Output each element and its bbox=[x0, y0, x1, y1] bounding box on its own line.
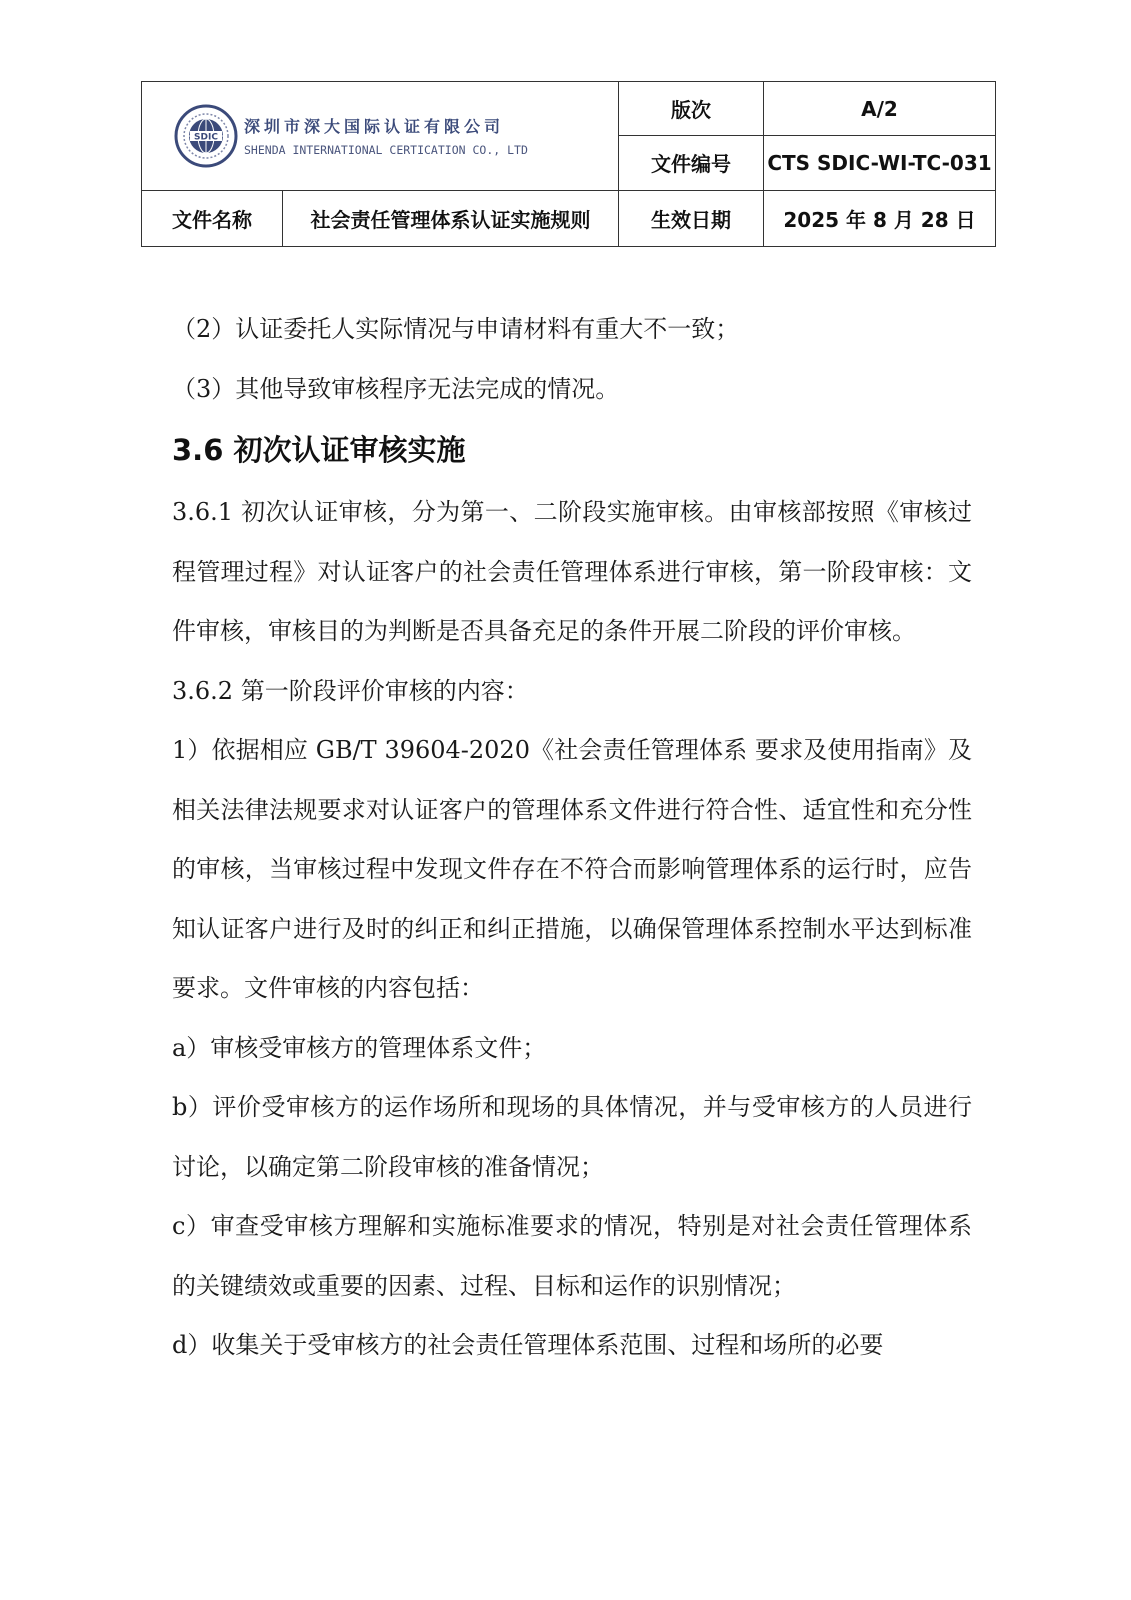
version-value: A/2 bbox=[764, 82, 996, 136]
paragraph-item-1: 1）依据相应 GB/T 39604-2020《社会责任管理体系 要求及使用指南》及相关法律法规要求对认证客户的管理体系文件进行符合性、适宜性和充分性的审核，当审核过程中发现文件存在不符合而影响管理体系的运行时，应告知认证客户进行及时的纠正和纠正措施，以确保管理体系控制水平达到标准要求。文件审核的内容包括： bbox=[172, 736, 972, 1002]
document-body bbox=[172, 300, 972, 1376]
company-logo-cell bbox=[142, 82, 619, 191]
effective-date-value: 2025 年 8 月 28 日 bbox=[764, 190, 996, 246]
doc-number-label: 文件编号 bbox=[619, 136, 764, 190]
section-heading-3-6: 3.6 初次认证审核实施 bbox=[172, 433, 466, 467]
doc-number-value: CTS SDIC-WI-TC-031 bbox=[764, 136, 996, 190]
effective-date-label: 生效日期 bbox=[619, 190, 764, 246]
company-name-cn: 深圳市深大国际认证有限公司 bbox=[244, 117, 505, 137]
list-item-c: c）审查受审核方理解和实施标准要求的情况，特别是对社会责任管理体系的关键绩效或重要的因素、过程、目标和运作的识别情况； bbox=[172, 1212, 972, 1300]
list-item-b: b）评价受审核方的运作场所和现场的具体情况，并与受审核方的人员进行讨论，以确定第二阶段审核的准备情况； bbox=[172, 1093, 972, 1181]
document-header-table bbox=[141, 81, 996, 247]
company-logo-icon bbox=[174, 104, 238, 168]
paragraph-3-6-2: 3.6.2 第一阶段评价审核的内容： bbox=[172, 676, 529, 705]
paragraph-3-6-1: 3.6.1 初次认证审核，分为第一、二阶段实施审核。由审核部按照《审核过程管理过程》对认证客户的社会责任管理体系进行审核，第一阶段审核：文件审核，审核目的为判断是否具备充足的条件开展二阶段的评价审核。 bbox=[172, 498, 972, 645]
list-item-d: d）收集关于受审核方的社会责任管理体系范围、过程和场所的必要 bbox=[172, 1331, 884, 1359]
logo-text: SDIC bbox=[194, 132, 218, 143]
doc-name-label: 文件名称 bbox=[142, 190, 283, 246]
company-name-en: SHENDA INTERNATIONAL CERTICATION CO., LTD bbox=[244, 143, 528, 158]
list-item-2: （2）认证委托人实际情况与申请材料有重大不一致； bbox=[172, 315, 740, 343]
version-label: 版次 bbox=[619, 82, 764, 136]
list-item-3: （3）其他导致审核程序无法完成的情况。 bbox=[172, 374, 620, 403]
doc-name-value: 社会责任管理体系认证实施规则 bbox=[283, 190, 619, 246]
list-item-a: a）审核受审核方的管理体系文件； bbox=[172, 1033, 547, 1062]
